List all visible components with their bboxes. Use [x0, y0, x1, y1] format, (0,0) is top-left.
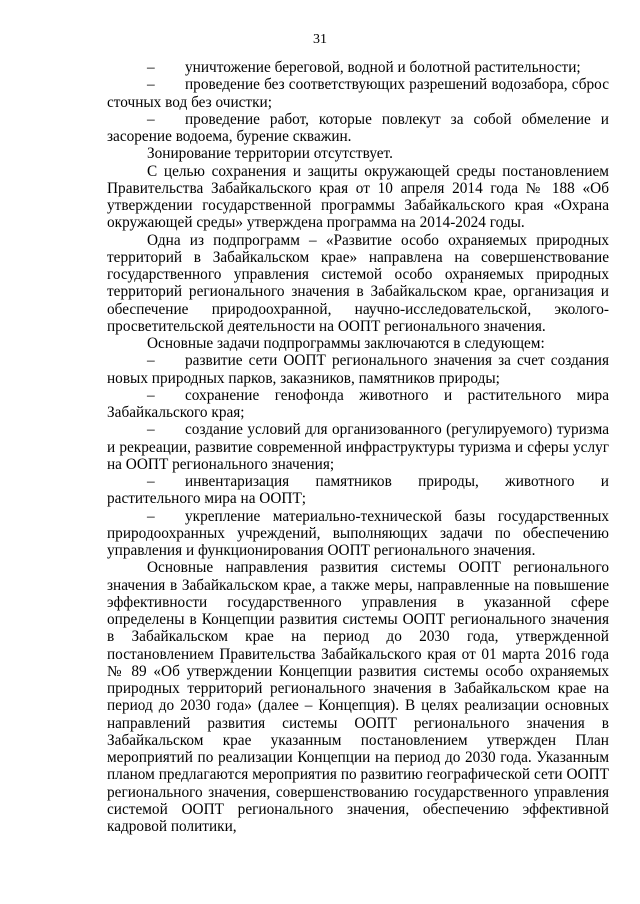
paragraph-text: Одна из подпрограмм – «Развитие особо охраняемых природных территорий в Забайкальском крае» направлена на совершенствование государственного управления системой особо охраняемых природных территорий регионального значения в Забайкальском крае, организация и обеспечение природоохранной, научно-исследовательской, эколого-просветительской деятельности на ООПТ регионального значения.	[107, 231, 609, 335]
bullet-dash: –	[147, 507, 155, 525]
bullet-item	[107, 387, 609, 422]
document-body	[107, 59, 609, 835]
paragraph-text: инвентаризация памятников природы, животного и растительного мира на ООПТ;	[107, 473, 609, 508]
paragraph-text: С целью сохранения и защиты окружающей среды постановлением Правительства Забайкальского края от 10 апреля 2014 года № 188 «Об утверждении государственной программы Забайкальского края «Охрана окружающей среды» утверждена программа на 2014-2024 годы.	[107, 162, 609, 232]
paragraph-text: проведение без соответствующих разрешений водозабора, сброс сточных вод без очистки;	[107, 76, 609, 111]
bullet-dash: –	[147, 386, 155, 404]
bullet-dash: –	[147, 352, 155, 370]
bullet-item	[107, 59, 609, 76]
bullet-dash: –	[147, 473, 155, 490]
bullet-item	[107, 421, 609, 473]
bullet-item	[107, 76, 609, 111]
paragraph-text: Зонирование территории отсутствует.	[147, 145, 393, 163]
paragraph	[107, 145, 609, 162]
paragraph	[107, 163, 609, 232]
bullet-dash: –	[147, 110, 155, 128]
bullet-dash: –	[147, 59, 155, 76]
paragraph-text: Основные задачи подпрограммы заключаются в следующем:	[147, 335, 545, 352]
paragraph-text: уничтожение береговой, водной и болотной растительности;	[185, 59, 581, 76]
paragraph-text: развитие сети ООПТ регионального значения за счет создания новых природных парков, заказников, памятников природы;	[107, 352, 609, 387]
bullet-item	[107, 352, 609, 387]
bullet-dash: –	[147, 76, 155, 94]
paragraph-text: Основные направления развития системы ООПТ регионального значения в Забайкальском крае, а также меры, направленные на повышение эффективности государственного управления в указанной сфере определены в Концепции развития системы ООПТ регионального значения в Забайкальском крае на период до 2030 года, утвержденной постановлением Правительства Забайкальского края от 01 марта 2016 года № 89 «Об утверждении Концепции развития системы особо охраняемых природных территорий регионального значения в Забайкальском крае на период до 2030 года» (далее – Концепция). В целях реализации основных направлений развития системы ООПТ регионального значения в Забайкальском крае указанным постановлением утвержден План мероприятий по реализации Концепции на период до 2030 года. Указанным планом предлагаются мероприятия по развитию географической сети ООПТ регионального значения, совершенствованию государственного управления системой ООПТ регионального значения, обеспечению эффективной кадровой политики,	[107, 559, 609, 835]
paragraph	[107, 559, 609, 835]
bullet-item	[107, 473, 609, 508]
bullet-dash: –	[147, 421, 155, 439]
paragraph-text: укрепление материально-технической базы государственных природоохранных учреждений, выполняющих задачи по обеспечению управления и функционирования ООПТ регионального значения.	[107, 507, 609, 559]
paragraph-text: проведение работ, которые повлекут за собой обмеление и засорение водоема, бурение скважин.	[107, 110, 609, 145]
paragraph	[107, 335, 609, 352]
bullet-item	[107, 111, 609, 146]
bullet-item	[107, 508, 609, 560]
page-number: 31	[313, 32, 327, 47]
paragraph-text: создание условий для организованного (регулируемого) туризма и рекреации, развитие современной инфраструктуры туризма и сферы услуг на ООПТ регионального значения;	[107, 421, 609, 473]
paragraph	[107, 232, 609, 336]
paragraph-text: сохранение генофонда животного и растительного мира Забайкальского края;	[107, 386, 609, 421]
